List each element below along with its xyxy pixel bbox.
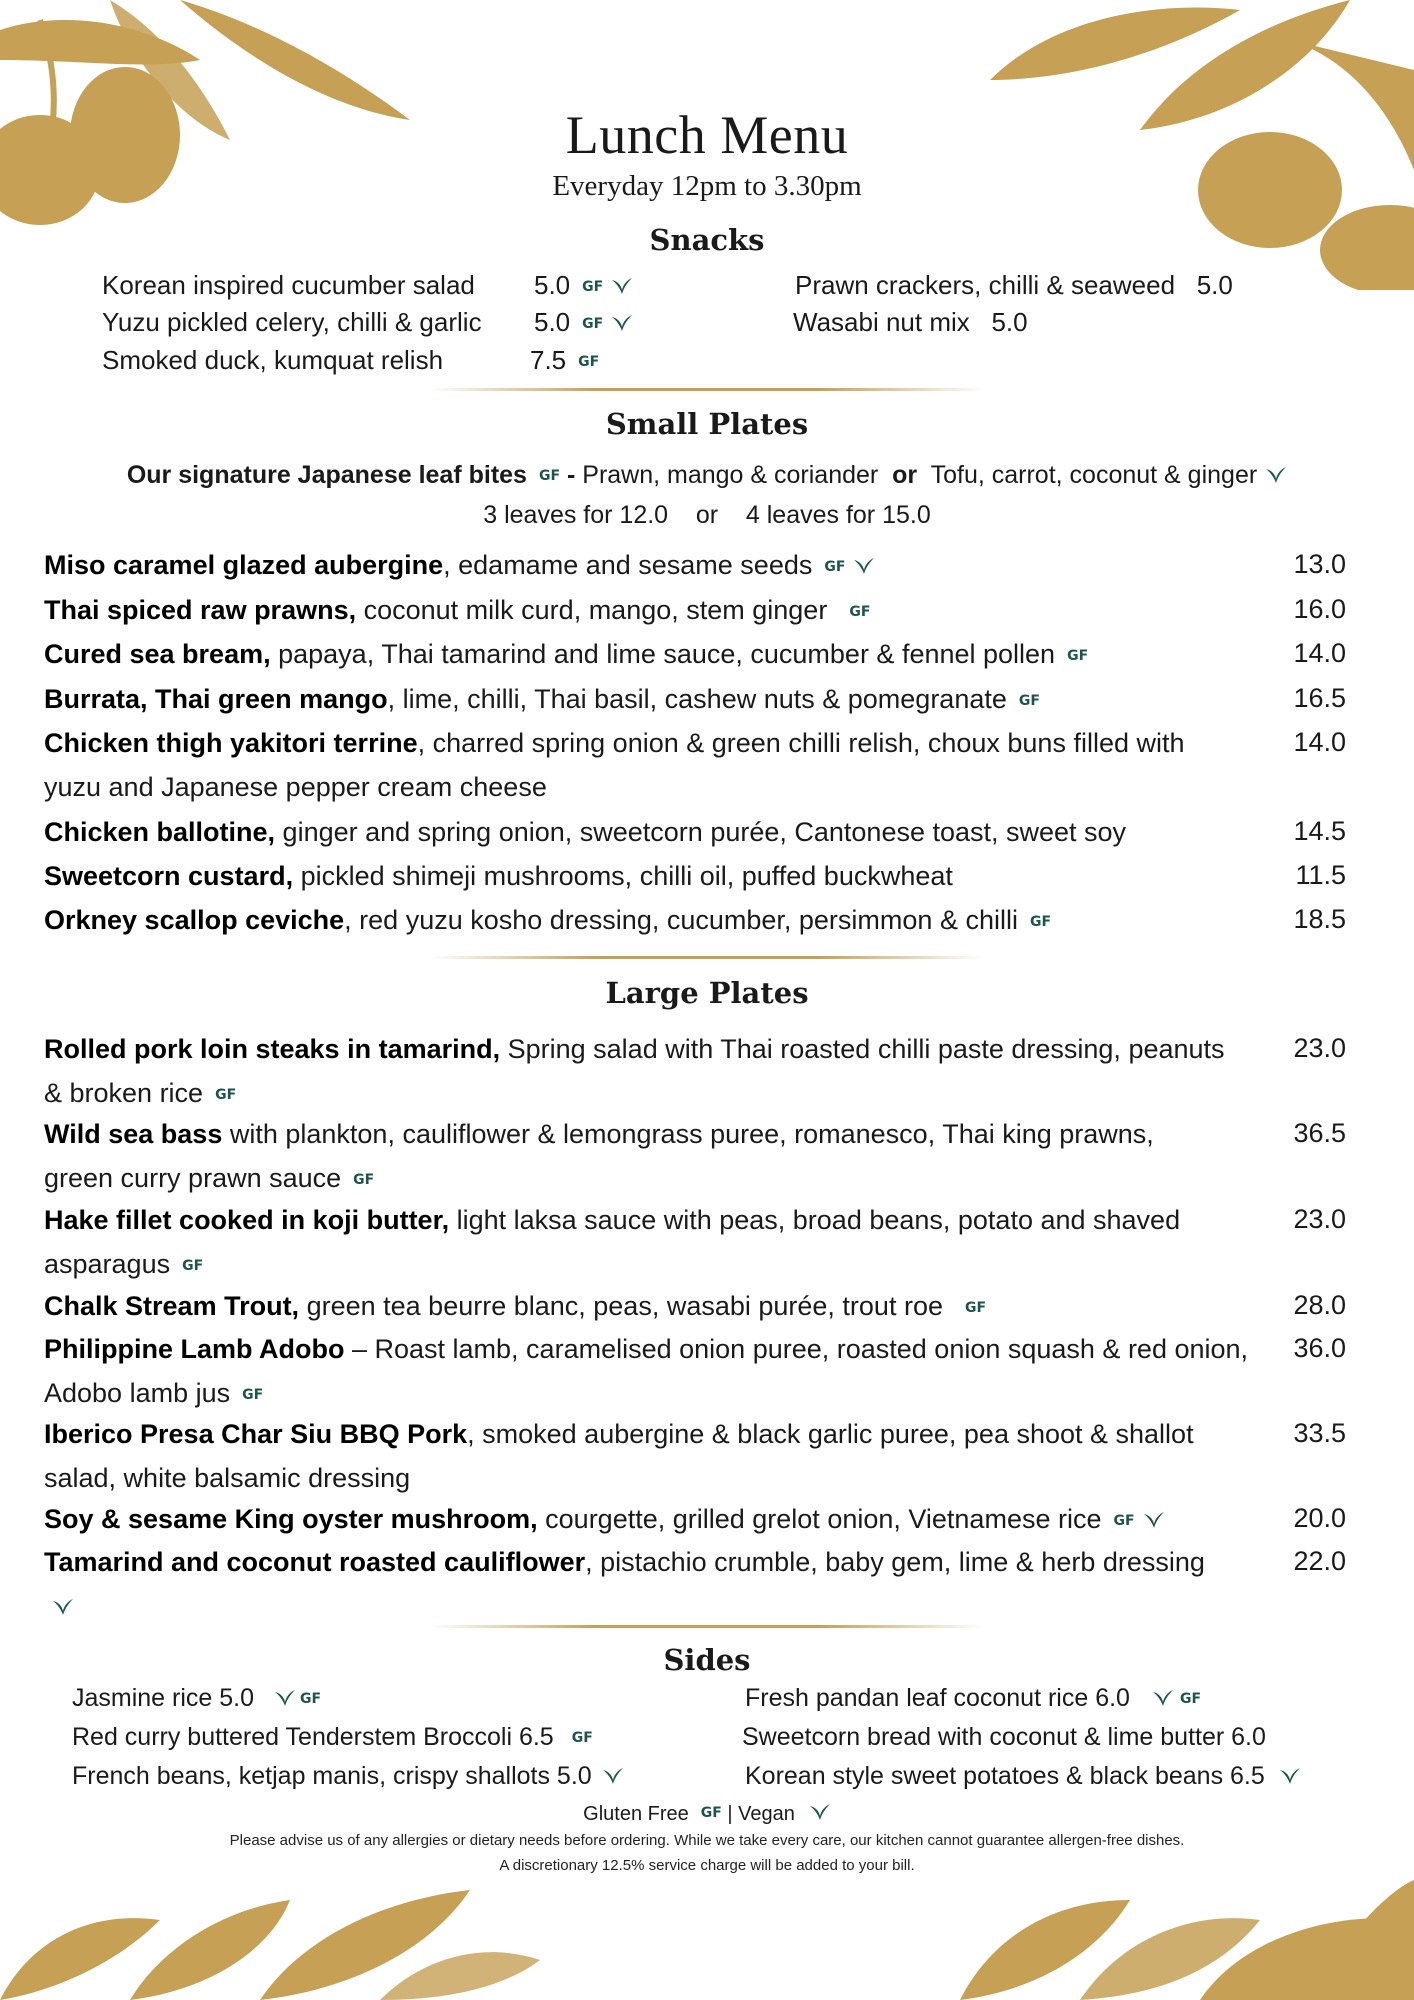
vegan-leaf-icon	[1152, 1689, 1174, 1707]
section-divider	[430, 956, 985, 959]
large-plate-item: Rolled pork loin steaks in tamarind, Spring salad with Thai roasted chilli paste dressing, peanuts & broken rice GF	[44, 1034, 1225, 1108]
side-item: French beans, ketjap manis, crispy shallots 5.0	[72, 1762, 624, 1791]
snack-name: Korean inspired cucumber salad	[102, 270, 475, 300]
small-plate-item: Chicken ballotine, ginger and spring onion, sweetcorn purée, Cantonese toast, sweet soy	[44, 817, 1127, 847]
price: 20.0	[1293, 1503, 1346, 1533]
gluten-free-badge: GF	[964, 1300, 987, 1316]
vegan-leaf-icon	[52, 1598, 74, 1616]
vegan-leaf-icon	[1279, 1767, 1301, 1785]
gluten-free-badge: GF	[1179, 1691, 1202, 1707]
large-plate-item: Philippine Lamb Adobo – Roast lamb, caramelised onion puree, roasted onion squash & red onion, Adobo lamb jus GF	[44, 1334, 1249, 1408]
side-item: Korean style sweet potatoes & black beans 6.5	[745, 1762, 1301, 1791]
signature-option-prawn: Prawn, mango & coriander	[582, 461, 879, 489]
gluten-free-badge: GF	[242, 1387, 264, 1403]
service-charge-notice: A discretionary 12.5% service charge will be added to your bill.	[499, 1857, 915, 1874]
large-plate-item: Hake fillet cooked in koji butter, light laksa sauce with peas, broad beans, potato and shaved asparagus GF	[44, 1205, 1181, 1279]
price: 18.5	[1293, 904, 1346, 934]
snack-name: Prawn crackers, chilli & seaweed	[795, 270, 1176, 300]
price: 16.5	[1293, 683, 1346, 713]
snack-name: Yuzu pickled celery, chilli & garlic	[102, 307, 482, 337]
side-item: Jasmine rice 5.0 GF	[72, 1684, 322, 1712]
gluten-free-badge: GF	[578, 354, 600, 370]
small-plate-item: Orkney scallop ceviche, red yuzu kosho dressing, cucumber, persimmon & chilli GF	[44, 905, 1052, 935]
vegan-leaf-icon	[611, 314, 633, 332]
snack-name: Smoked duck, kumquat relish	[102, 345, 444, 375]
snacks-heading: Snacks	[649, 223, 765, 257]
price: 36.0	[1293, 1333, 1346, 1363]
snack-item	[102, 345, 443, 376]
price: 23.0	[1293, 1204, 1346, 1234]
gluten-free-badge: GF	[582, 279, 604, 295]
snack-item	[102, 307, 482, 338]
small-plate-item: Miso caramel glazed aubergine, edamame and sesame seeds GF	[44, 543, 1244, 589]
price: 14.0	[1293, 638, 1346, 668]
side-item: Sweetcorn bread with coconut & lime butter 6.0	[742, 1723, 1266, 1751]
decorative-olive-branch-bottom	[0, 1880, 1414, 2000]
small-plate-item: Burrata, Thai green mango, lime, chilli, Thai basil, cashew nuts & pomegranate GF	[44, 684, 1040, 714]
large-plates-heading: Large Plates	[605, 976, 809, 1010]
small-plate-item: Cured sea bream, papaya, Thai tamarind and lime sauce, cucumber & fennel pollen GF	[44, 639, 1089, 669]
gluten-free-badge: GF	[1029, 914, 1052, 930]
price: 13.0	[1293, 549, 1346, 579]
price: 28.0	[1293, 1290, 1346, 1320]
price: 33.5	[1293, 1418, 1346, 1448]
menu-title: Lunch Menu	[565, 105, 849, 165]
small-plate-item: Thai spiced raw prawns, coconut milk curd, mango, stem ginger GF	[44, 595, 871, 625]
snack-price: 5.0	[991, 307, 1028, 337]
vegan-leaf-icon	[1265, 466, 1287, 484]
snack-item	[793, 307, 1028, 338]
gluten-free-badge: GF	[824, 559, 846, 575]
large-plate-item: Tamarind and coconut roasted cauliflower, pistachio crumble, baby gem, lime & herb dressing	[44, 1540, 1234, 1628]
side-item: Fresh pandan leaf coconut rice 6.0 GF	[745, 1684, 1202, 1712]
snack-name: Wasabi nut mix	[793, 307, 970, 337]
signature-leaf-bites: Our signature Japanese leaf bites GF - Prawn, mango & coriander or Tofu, carrot, coconut & ginger	[0, 461, 1414, 490]
vegan-leaf-icon	[1143, 1511, 1165, 1529]
gluten-free-badge: GF	[582, 316, 604, 332]
signature-option-tofu: Tofu, carrot, coconut & ginger	[930, 461, 1258, 489]
price: 16.0	[1293, 594, 1346, 624]
large-plate-item: Iberico Presa Char Siu BBQ Pork, smoked aubergine & black garlic puree, pea shoot & shallot salad, white balsamic dressing	[44, 1419, 1194, 1493]
snack-item	[795, 270, 1233, 301]
side-item: Red curry buttered Tenderstem Broccoli 6.5 GF	[72, 1723, 593, 1751]
gluten-free-badge: GF	[849, 604, 871, 620]
large-plate-item: Soy & sesame King oyster mushroom, courgette, grilled grelot onion, Vietnamese rice GF	[44, 1497, 1244, 1543]
price: 14.0	[1293, 727, 1346, 757]
gluten-free-badge: GF	[1018, 693, 1040, 709]
price: 36.5	[1293, 1118, 1346, 1148]
gluten-free-badge: GF	[700, 1805, 722, 1821]
section-divider	[430, 388, 985, 391]
price: 22.0	[1293, 1546, 1346, 1576]
section-divider	[430, 1625, 985, 1628]
gluten-free-badge: GF	[1113, 1513, 1135, 1529]
price: 23.0	[1293, 1033, 1346, 1063]
gluten-free-badge: GF	[571, 1730, 593, 1746]
gluten-free-badge: GF	[300, 1691, 322, 1707]
signature-name: Our signature Japanese leaf bites	[126, 461, 527, 489]
menu-subtitle: Everyday 12pm to 3.30pm	[552, 170, 862, 202]
gluten-free-badge: GF	[215, 1087, 237, 1103]
gluten-free-badge: GF	[1067, 648, 1089, 664]
vegan-leaf-icon	[274, 1689, 296, 1707]
small-plates-heading: Small Plates	[605, 407, 809, 441]
gluten-free-badge: GF	[353, 1172, 375, 1188]
snack-price: 7.5 GF	[530, 345, 600, 375]
vegan-leaf-icon	[809, 1803, 831, 1821]
small-plate-item: Sweetcorn custard, pickled shimeji mushrooms, chilli oil, puffed buckwheat	[44, 861, 953, 891]
snack-price: 5.0 GF	[534, 307, 633, 338]
sides-heading: Sides	[663, 1643, 751, 1677]
snack-price: 5.0 GF	[534, 270, 633, 301]
small-plate-item: Chicken thigh yakitori terrine, charred spring onion & green chilli relish, choux buns filled with yuzu and Japanese pepper cream cheese	[44, 728, 1185, 802]
dietary-legend: Gluten Free GF | Vegan	[0, 1803, 1414, 1826]
snack-price: 5.0	[1196, 270, 1233, 300]
price: 14.5	[1293, 816, 1346, 846]
signature-pricing: 3 leaves for 12.0 or 4 leaves for 15.0	[483, 501, 931, 529]
gluten-free-badge: GF	[538, 468, 561, 484]
large-plate-item: Wild sea bass with plankton, cauliflower & lemongrass puree, romanesco, Thai king prawns, green curry prawn sauce GF	[44, 1119, 1154, 1193]
vegan-leaf-icon	[853, 557, 875, 575]
large-plate-item: Chalk Stream Trout, green tea beurre blanc, peas, wasabi purée, trout roe GF	[44, 1291, 987, 1321]
vegan-leaf-icon	[602, 1767, 624, 1785]
price: 11.5	[1295, 860, 1346, 890]
allergy-notice: Please advise us of any allergies or dietary needs before ordering. While we take every care, our kitchen cannot guarantee allergen-free dishes.	[229, 1832, 1185, 1849]
vegan-leaf-icon	[611, 277, 633, 295]
snack-item	[102, 270, 475, 301]
gluten-free-badge: GF	[182, 1258, 204, 1274]
